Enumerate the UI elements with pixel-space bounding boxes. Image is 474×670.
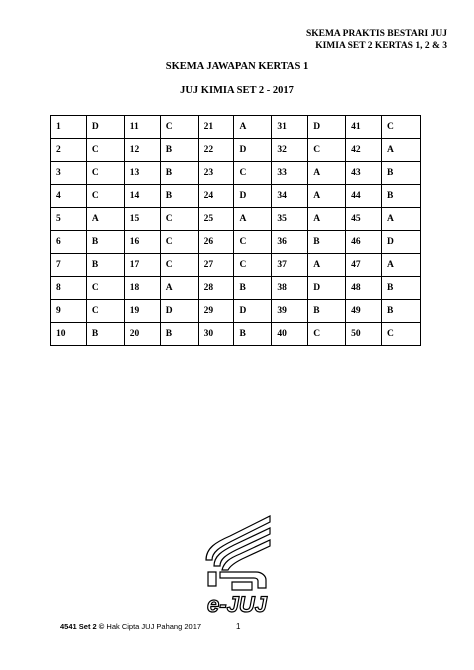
question-number-cell: 34 [272, 185, 308, 208]
question-number-cell: 28 [198, 277, 234, 300]
answer-cell: B [160, 139, 198, 162]
page-number: 1 [236, 622, 241, 631]
answer-cell: A [308, 162, 346, 185]
question-number-cell: 21 [198, 116, 234, 139]
answer-cell: C [160, 116, 198, 139]
answer-cell: C [308, 139, 346, 162]
question-number-cell: 31 [272, 116, 308, 139]
table-row [51, 254, 421, 277]
question-number-cell: 15 [124, 208, 160, 231]
logo-jj-mark [208, 572, 266, 590]
e-juj-logo-icon [196, 508, 278, 620]
answer-key-body [51, 116, 421, 346]
question-number-cell: 35 [272, 208, 308, 231]
answer-cell: B [308, 231, 346, 254]
answer-cell: C [86, 185, 124, 208]
question-number-cell: 27 [198, 254, 234, 277]
question-number-cell: 16 [124, 231, 160, 254]
question-number-cell: 14 [124, 185, 160, 208]
page-title: SKEMA JAWAPAN KERTAS 1 [165, 61, 309, 72]
page-footer [60, 622, 420, 631]
question-number-cell: 41 [346, 116, 382, 139]
footer-code: 4541 Set 2 © [60, 622, 105, 631]
question-number-cell: 7 [51, 254, 87, 277]
question-number-cell: 38 [272, 277, 308, 300]
question-number-cell: 50 [346, 323, 382, 346]
answer-cell: D [382, 231, 421, 254]
question-number-cell: 25 [198, 208, 234, 231]
answer-cell: C [160, 208, 198, 231]
answer-cell: B [382, 277, 421, 300]
answer-cell: A [382, 139, 421, 162]
logo-text: e-JUJ [207, 592, 267, 617]
answer-cell: D [234, 185, 272, 208]
table-row [51, 116, 421, 139]
header-line-2: KIMIA SET 2 KERTAS 1, 2 & 3 [315, 41, 447, 51]
question-number-cell: 44 [346, 185, 382, 208]
question-number-cell: 40 [272, 323, 308, 346]
table-row [51, 185, 421, 208]
question-number-cell: 33 [272, 162, 308, 185]
question-number-cell: 5 [51, 208, 87, 231]
answer-cell: A [308, 185, 346, 208]
question-number-cell: 32 [272, 139, 308, 162]
question-number-cell: 29 [198, 300, 234, 323]
answer-cell: C [86, 277, 124, 300]
answer-cell: B [160, 162, 198, 185]
question-number-cell: 48 [346, 277, 382, 300]
answer-cell: A [382, 254, 421, 277]
answer-cell: B [86, 254, 124, 277]
answer-cell: C [86, 162, 124, 185]
question-number-cell: 47 [346, 254, 382, 277]
table-row [51, 277, 421, 300]
question-number-cell: 49 [346, 300, 382, 323]
answer-cell: C [234, 162, 272, 185]
question-number-cell: 46 [346, 231, 382, 254]
document-header [306, 28, 447, 52]
answer-cell: D [86, 116, 124, 139]
answer-cell: D [308, 277, 346, 300]
answer-cell: A [308, 208, 346, 231]
question-number-cell: 37 [272, 254, 308, 277]
answer-cell: A [308, 254, 346, 277]
question-number-cell: 1 [51, 116, 87, 139]
answer-cell: B [308, 300, 346, 323]
answer-cell: C [234, 231, 272, 254]
question-number-cell: 6 [51, 231, 87, 254]
answer-cell: C [86, 300, 124, 323]
answer-cell: A [86, 208, 124, 231]
question-number-cell: 10 [51, 323, 87, 346]
answer-cell: C [160, 254, 198, 277]
answer-cell: B [86, 231, 124, 254]
question-number-cell: 17 [124, 254, 160, 277]
question-number-cell: 26 [198, 231, 234, 254]
answer-cell: D [234, 139, 272, 162]
question-number-cell: 39 [272, 300, 308, 323]
answer-cell: A [234, 116, 272, 139]
question-number-cell: 20 [124, 323, 160, 346]
answer-cell: C [382, 323, 421, 346]
table-row [51, 323, 421, 346]
answer-cell: B [234, 277, 272, 300]
answer-cell: C [382, 116, 421, 139]
question-number-cell: 24 [198, 185, 234, 208]
answer-key-table [50, 115, 421, 346]
question-number-cell: 23 [198, 162, 234, 185]
answer-cell: B [86, 323, 124, 346]
answer-cell: A [234, 208, 272, 231]
header-line-1: SKEMA PRAKTIS BESTARI JUJ [305, 29, 447, 39]
question-number-cell: 42 [346, 139, 382, 162]
answer-cell: B [160, 185, 198, 208]
answer-cell: B [160, 323, 198, 346]
answer-cell: C [160, 231, 198, 254]
question-number-cell: 43 [346, 162, 382, 185]
answer-cell: A [160, 277, 198, 300]
question-number-cell: 30 [198, 323, 234, 346]
question-number-cell: 18 [124, 277, 160, 300]
answer-cell: A [382, 208, 421, 231]
answer-cell: C [86, 139, 124, 162]
answer-cell: C [308, 323, 346, 346]
answer-cell: D [308, 116, 346, 139]
question-number-cell: 2 [51, 139, 87, 162]
answer-cell: B [382, 185, 421, 208]
table-row [51, 300, 421, 323]
question-number-cell: 4 [51, 185, 87, 208]
answer-cell: D [160, 300, 198, 323]
page-subtitle: JUJ KIMIA SET 2 - 2017 [180, 85, 294, 96]
question-number-cell: 13 [124, 162, 160, 185]
answer-cell: B [234, 323, 272, 346]
question-number-cell: 11 [124, 116, 160, 139]
question-number-cell: 12 [124, 139, 160, 162]
table-row [51, 139, 421, 162]
question-number-cell: 3 [51, 162, 87, 185]
answer-cell: C [234, 254, 272, 277]
question-number-cell: 45 [346, 208, 382, 231]
question-number-cell: 22 [198, 139, 234, 162]
answer-cell: B [382, 300, 421, 323]
table-row [51, 231, 421, 254]
logo-stripes [206, 516, 270, 570]
table-row [51, 208, 421, 231]
answer-cell: D [234, 300, 272, 323]
question-number-cell: 8 [51, 277, 87, 300]
question-number-cell: 9 [51, 300, 87, 323]
question-number-cell: 19 [124, 300, 160, 323]
table-row [51, 162, 421, 185]
answer-cell: B [382, 162, 421, 185]
question-number-cell: 36 [272, 231, 308, 254]
footer-copyright: Hak Cipta JUJ Pahang 2017 [106, 622, 202, 631]
